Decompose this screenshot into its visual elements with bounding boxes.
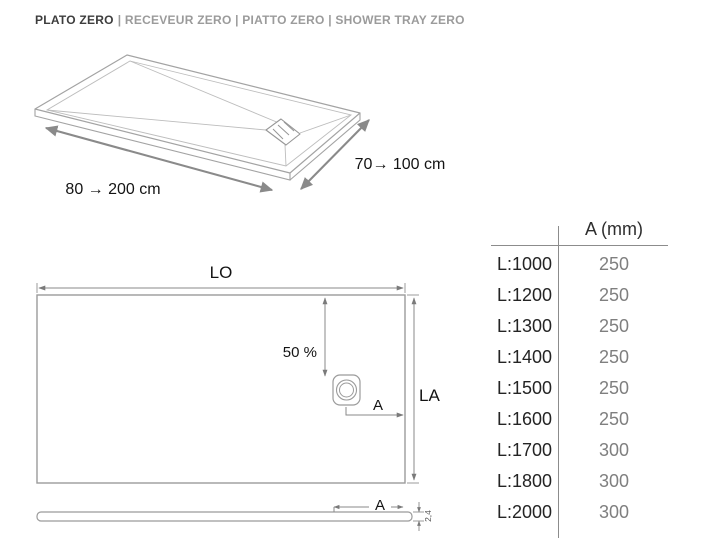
top-view-drawing xyxy=(25,260,445,490)
length-cell: L:1700 xyxy=(496,440,552,460)
a-value-cell: 300 xyxy=(598,471,630,491)
length-cell: L:1000 xyxy=(496,254,552,274)
width-dimension-label: LA xyxy=(419,386,440,405)
table-row xyxy=(488,497,670,528)
product-name-translations: | RECEVEUR ZERO | PIATTO ZERO | SHOWER TRAY ZERO xyxy=(117,13,465,27)
thickness-dimension xyxy=(413,502,433,531)
length-cell: L:1300 xyxy=(496,316,552,336)
perspective-view xyxy=(20,45,480,210)
shower-tray-3d-outline xyxy=(35,55,360,180)
length-cell: L:1400 xyxy=(496,347,552,367)
a-value-cell: 250 xyxy=(598,285,630,305)
product-name: PLATO ZERO xyxy=(35,13,114,27)
page-title xyxy=(35,13,465,27)
width-range-label: 70→ 100 cm xyxy=(354,156,446,173)
table-row xyxy=(488,466,670,497)
table-row xyxy=(488,249,670,280)
tray-profile-outline xyxy=(37,512,412,521)
table-row xyxy=(488,342,670,373)
table-row xyxy=(488,311,670,342)
drain-icon xyxy=(333,375,360,405)
length-cell: L:1800 xyxy=(496,471,552,491)
slope-label: 50 % xyxy=(282,344,317,361)
side-view-drawing xyxy=(25,490,445,540)
column-header-a-mm: A (mm) xyxy=(585,219,643,239)
length-cell: L:2000 xyxy=(496,502,552,522)
length-dimension-label: LO xyxy=(209,263,233,282)
length-cell: L:1600 xyxy=(496,409,552,429)
thickness-label: 2,4 xyxy=(423,510,433,522)
table-row xyxy=(488,373,670,404)
length-range-label: 80 → 200 cm xyxy=(65,181,161,198)
table-row xyxy=(488,435,670,466)
drain-offset-table xyxy=(488,218,670,540)
a-value-cell: 300 xyxy=(598,502,630,522)
length-cell: L:1200 xyxy=(496,285,552,305)
table-row xyxy=(488,404,670,435)
length-cell: L:1500 xyxy=(496,378,552,398)
a-value-cell: 250 xyxy=(598,409,630,429)
a-value-cell: 250 xyxy=(598,347,630,367)
profile-offset-label: A xyxy=(374,497,386,514)
a-value-cell: 250 xyxy=(598,378,630,398)
table-row xyxy=(488,280,670,311)
drain-offset-label: A xyxy=(372,397,384,414)
a-value-cell: 300 xyxy=(598,440,630,460)
table-rows xyxy=(488,249,670,528)
a-value-cell: 250 xyxy=(598,254,630,274)
table-header-rule xyxy=(491,245,668,246)
a-value-cell: 250 xyxy=(598,316,630,336)
